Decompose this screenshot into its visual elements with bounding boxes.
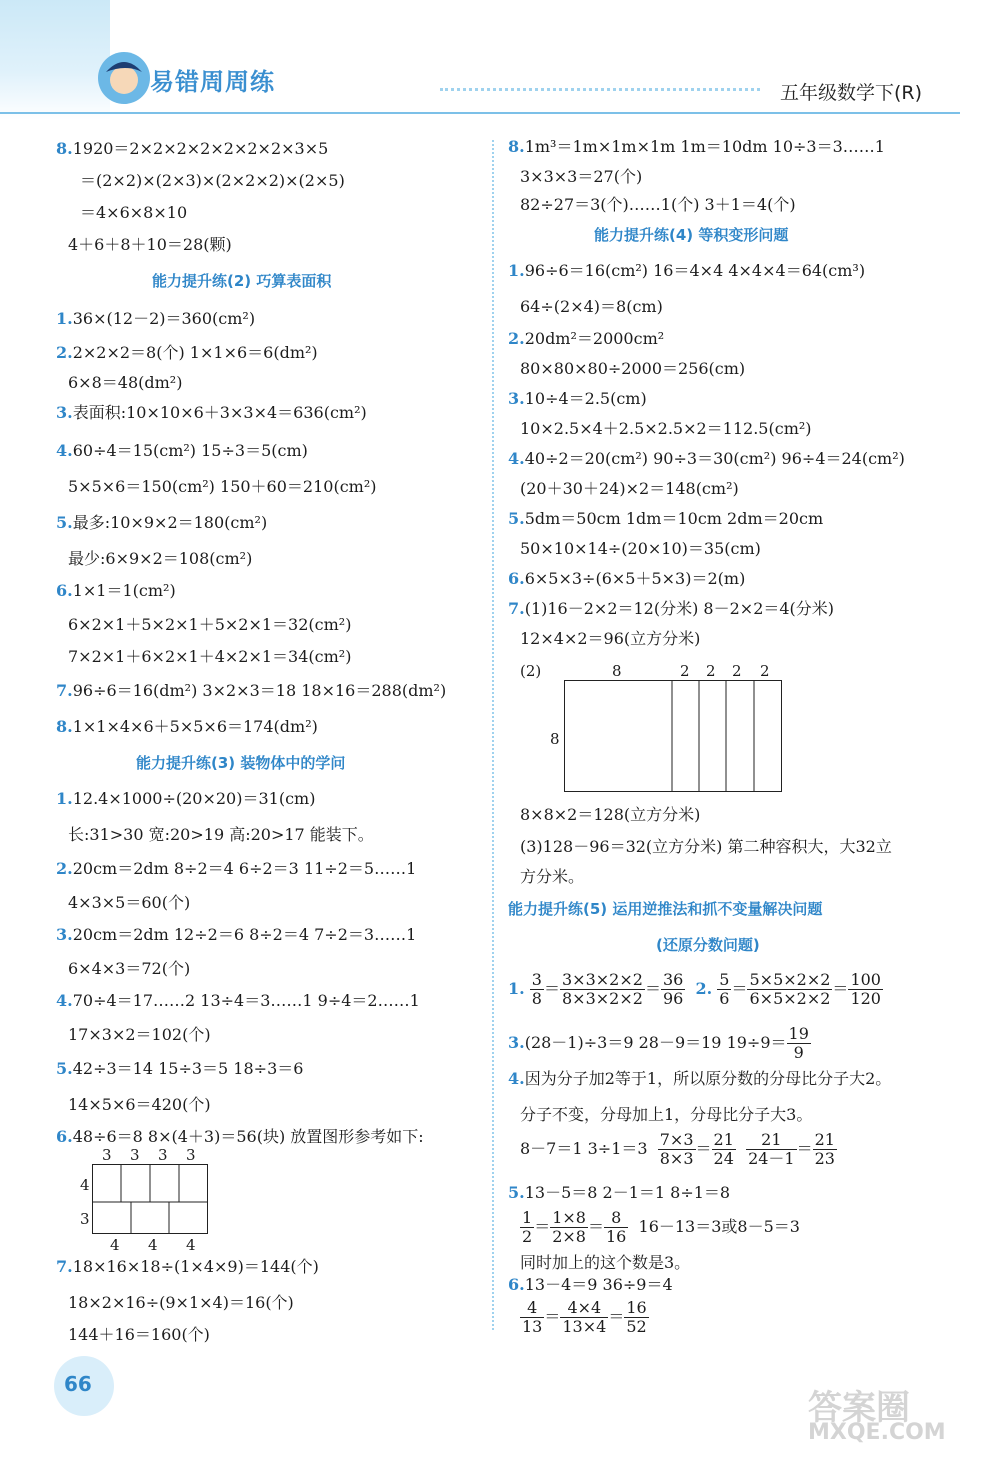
section-title: 能力提升练(4) 等积变形问题 (594, 226, 789, 244)
answer-line: 17×3×2＝102(个) (68, 1025, 211, 1044)
grade-label: 五年级数学下(R) (780, 82, 923, 104)
answer-line: 80×80×80÷2000＝256(cm) (520, 359, 746, 378)
answer-line: 7×2×1＋6×2×1＋4×2×1＝34(cm²) (68, 647, 352, 666)
answer-line: 8－7＝1 3÷1＝3 $\frac{7\times 3}{8\times 3}$ ＝ $\frac{21}{24}$ $\frac{21}{24-1}$ ＝ $\frac{21}{23}$ (520, 1130, 835, 1168)
answer-line: 2.2×2×2＝8(个) 1×1×6＝6(dm²) (56, 343, 318, 362)
answer-line: 同时加上的这个数是3。 (520, 1253, 691, 1272)
answer-line: ＝(2×2)×(2×3)×(2×2×2)×(2×5) (80, 171, 345, 190)
series-title: 易错周周练 (150, 68, 275, 96)
grid-top-label: 3 (158, 1146, 168, 1164)
answer-line: 8.1920＝2×2×2×2×2×2×2×3×5 (56, 139, 329, 158)
answer-line: 3×3×3＝27(个) (520, 167, 643, 186)
diagram-top-label: 2 (732, 662, 742, 680)
answer-line: 4×3×5＝60(个) (68, 893, 191, 912)
answer-line: 8×8×2＝128(立方分米) (520, 805, 701, 824)
answer-line: 6×4×3＝72(个) (68, 959, 191, 978)
answer-line: 1. $\frac{3}{8}$ ＝ $\frac{3\times 3\times 2\times 2}{8\times 3\times 2\times 2}$ ＝ $\frac{36}{96}$ 2. $\frac{5}{6}$ ＝ $\frac{5\times 5\times 2\times 2}{6\times 5\times 2\times 2}$ ＝ $\frac{100}{120}$ (508, 970, 881, 1008)
answer-line: 144＋16＝160(个) (68, 1325, 210, 1344)
answer-line: 5.5dm＝50cm 1dm＝10cm 2dm＝20cm (508, 509, 824, 528)
diagram-part-label: (2) (520, 662, 542, 680)
answer-line: (20＋30＋24)×2＝148(cm²) (520, 479, 739, 498)
answer-line: 10×2.5×4＋2.5×2.5×2＝112.5(cm²) (520, 419, 812, 438)
diagram-top-label: 2 (706, 662, 716, 680)
answer-line: $\frac{4}{13}$ ＝ $\frac{4\times 4}{13\times 4}$ ＝ $\frac{16}{52}$ (522, 1298, 647, 1336)
header-dots (440, 88, 760, 101)
section-title: 能力提升练(2) 巧算表面积 (152, 272, 332, 290)
section-title: 能力提升练(3) 装物体中的学问 (136, 754, 346, 772)
answer-line: 6.1×1＝1(cm²) (56, 581, 176, 600)
cartoon-logo-icon (96, 50, 152, 106)
answer-line: 6×8＝48(dm²) (68, 373, 183, 392)
answer-line: (3)128－96＝32(立方分米) 第二种容积大，大32立 (520, 837, 892, 856)
answer-line: 12×4×2＝96(立方分米) (520, 629, 701, 648)
answer-line: 6.48÷6＝8 8×(4＋3)＝56(块) 放置图形参考如下: (56, 1127, 424, 1146)
answer-line: 4.40÷2＝20(cm²) 90÷3＝30(cm²) 96÷4＝24(cm²) (508, 449, 905, 468)
watermark: 答案圈 (808, 1388, 910, 1428)
answer-line: 7.18×16×18÷(1×4×9)＝144(个) (56, 1257, 319, 1276)
answer-line: 分子不变，分母加上1，分母比分子大3。 (520, 1105, 813, 1124)
answer-line: 5.最多:10×9×2＝180(cm²) (56, 513, 268, 532)
answer-line: 4.70÷4＝17……2 13÷4＝3……1 9÷4＝2……1 (56, 991, 420, 1010)
answer-line: 最少:6×9×2＝108(cm²) (68, 549, 253, 568)
header-decoration (0, 0, 110, 120)
answer-line: 1.36×(12－2)＝360(cm²) (56, 309, 256, 328)
answer-line: 6.13－4＝9 36÷9＝4 (508, 1275, 673, 1294)
diagram-left-label: 8 (550, 730, 560, 748)
answer-line: 5×5×6＝150(cm²) 150＋60＝210(cm²) (68, 477, 377, 496)
diagram-top-label: 2 (760, 662, 770, 680)
answer-line: 14×5×6＝420(个) (68, 1095, 211, 1114)
box-net-drawing (564, 680, 782, 792)
watermark-url: MXQE.COM (808, 1420, 946, 1445)
answer-line: 18×2×16÷(9×1×4)＝16(个) (68, 1293, 294, 1312)
page-header (0, 0, 1000, 120)
answer-line: 3.表面积:10×10×6＋3×3×4＝636(cm²) (56, 403, 367, 422)
answer-line: 1.96÷6＝16(cm²) 16＝4×4 4×4×4＝64(cm³) (508, 261, 866, 280)
answer-line: 1.12.4×1000÷(20×20)＝31(cm) (56, 789, 316, 808)
grid-top-label: 3 (102, 1146, 112, 1164)
answer-line: 5.42÷3＝14 15÷3＝5 18÷3＝6 (56, 1059, 304, 1078)
answer-line: 2.20dm²＝2000cm² (508, 329, 665, 348)
section-subtitle: (还原分数问题) (656, 936, 760, 954)
grid-top-label: 3 (130, 1146, 140, 1164)
answer-line: 7.96÷6＝16(dm²) 3×2×3＝18 18×16＝288(dm²) (56, 681, 447, 700)
tile-grid (92, 1164, 208, 1234)
answer-line: 8.1m³＝1m×1m×1m 1m＝10dm 10÷3＝3……1 (508, 137, 885, 156)
answer-line: 4＋6＋8＋10＝28(颗) (68, 235, 232, 254)
grid-top-label: 3 (186, 1146, 196, 1164)
answer-line: 7.(1)16－2×2＝12(分米) 8－2×2＝4(分米) (508, 599, 835, 618)
page-number: 66 (64, 1372, 92, 1396)
answer-line: 2.20cm＝2dm 8÷2＝4 6÷2＝3 11÷2＝5……1 (56, 859, 417, 878)
answer-line: 3.10÷4＝2.5(cm) (508, 389, 647, 408)
answer-line: 方分米。 (520, 867, 585, 886)
answer-line: 64÷(2×4)＝8(cm) (520, 297, 663, 316)
answer-line: 50×10×14÷(20×10)＝35(cm) (520, 539, 761, 558)
box-diagram (520, 658, 820, 798)
grid-side-label: 4 (80, 1176, 90, 1194)
answer-line: 8.1×1×4×6＋5×5×6＝174(dm²) (56, 717, 318, 736)
column-divider (492, 140, 494, 1330)
answer-line: 3.20cm＝2dm 12÷2＝6 8÷2＝4 7÷2＝3……1 (56, 925, 417, 944)
answer-line: 长:31>30 宽:20>19 高:20>17 能装下。 (68, 825, 374, 844)
answer-line: 5.13－5＝8 2－1＝1 8÷1＝8 (508, 1183, 731, 1202)
tile-grid-figure (78, 1146, 218, 1254)
answer-line: 6.6×5×3÷(6×5＋5×3)＝2(m) (508, 569, 746, 588)
grid-bottom-label: 4 (148, 1236, 158, 1254)
answer-line: 6×2×1＋5×2×1＋5×2×1＝32(cm²) (68, 615, 352, 634)
answer-line: ＝4×6×8×10 (80, 203, 188, 222)
diagram-top-label: 2 (680, 662, 690, 680)
diagram-top-label: 8 (612, 662, 622, 680)
answer-line: 82÷27＝3(个)……1(个) 3＋1＝4(个) (520, 195, 796, 214)
answer-line: $\frac{1}{2}$ ＝ $\frac{1\times 8}{2\times 8}$ ＝ $\frac{8}{16}$ 16－13＝3或8－5＝3 (522, 1208, 800, 1246)
grid-bottom-label: 4 (110, 1236, 120, 1254)
answer-line: 4.60÷4＝15(cm²) 15÷3＝5(cm) (56, 441, 308, 460)
answer-line: 4.因为分子加2等于1，所以原分数的分母比分子大2。 (508, 1069, 892, 1088)
grid-bottom-label: 4 (186, 1236, 196, 1254)
answer-line: 3.(28－1)÷3＝9 28－9＝19 19÷9＝ $\frac{19}{9}$ (508, 1024, 809, 1062)
grid-side-label: 3 (80, 1210, 90, 1228)
section-title: 能力提升练(5) 运用逆推法和抓不变量解决问题 (508, 900, 823, 918)
header-rule (0, 112, 960, 114)
